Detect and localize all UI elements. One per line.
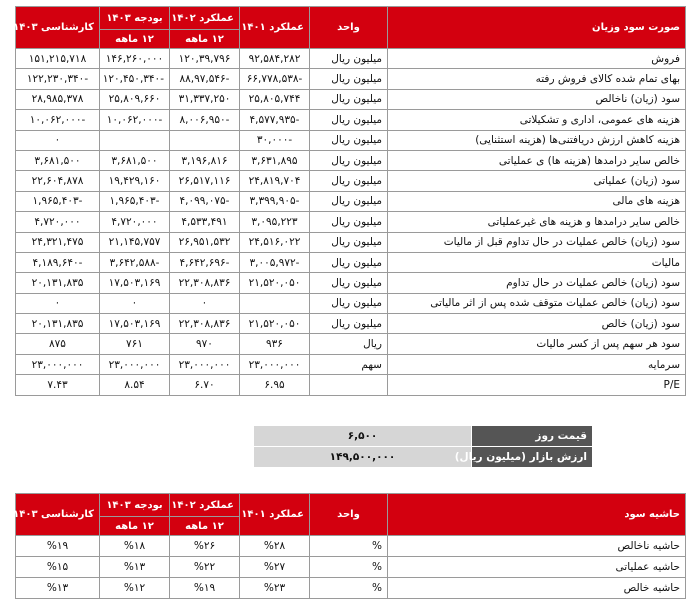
row-unit: ریال (310, 334, 388, 354)
cell-value: ۳۱,۳۳۷,۲۵۰ (170, 89, 240, 109)
cell-value: %۱۸ (100, 536, 170, 557)
row-label: سود (زیان) ناخالص (388, 89, 686, 109)
market-cap-label: ارزش بازار (میلیون ریال) (472, 447, 593, 468)
cell-value: ۶.۷۰ (170, 375, 240, 395)
row-label: حاشیه عملیاتی (388, 557, 686, 578)
cell-value: ۲۰,۱۳۱,۸۳۵ (16, 314, 100, 334)
row-unit: میلیون ریال (310, 150, 388, 170)
table-row (16, 375, 686, 395)
cell-value: ۱۷,۵۰۳,۱۶۹ (100, 273, 170, 293)
cell-value: ۳,۱۹۶,۸۱۶ (170, 150, 240, 170)
row-label: سود (زیان) خالص (388, 314, 686, 334)
row-label: سود (زیان) خالص عملیات در حال تداوم قبل از مالیات (388, 232, 686, 252)
cell-value: ۱۷,۵۰۳,۱۶۹ (100, 314, 170, 334)
cell-value (170, 130, 240, 150)
row-unit: % (310, 578, 388, 599)
table-row (16, 293, 686, 313)
cell-value: -۱۰,۰۶۲,۰۰۰ (16, 110, 100, 130)
table-row (16, 191, 686, 211)
cell-value: ۲۱,۵۲۰,۰۵۰ (240, 273, 310, 293)
header-unit: واحد (310, 7, 388, 49)
header-perf-1402-period: ۱۲ ماهه (170, 30, 240, 49)
margin-header-budget-1403: بودجه ۱۴۰۳ (100, 494, 170, 517)
table-row (16, 536, 686, 557)
table-row (16, 150, 686, 170)
row-unit (310, 375, 388, 395)
margin-header-perf-1402: عملکرد ۱۴۰۲ (170, 494, 240, 517)
margin-header-budget-1403-period: ۱۲ ماهه (100, 517, 170, 536)
header-expert-1403: کارشناسی ۱۴۰۳ (16, 7, 100, 49)
cell-value: -۴,۰۹۹,۰۷۵ (170, 191, 240, 211)
header-budget-1403: بودجه ۱۴۰۳ (100, 7, 170, 30)
profit-margin-table (15, 493, 686, 599)
table-row (16, 578, 686, 599)
row-unit: میلیون ریال (310, 232, 388, 252)
row-unit: سهم (310, 354, 388, 374)
row-unit: % (310, 536, 388, 557)
cell-value: -۱,۹۶۵,۴۰۳ (100, 191, 170, 211)
row-label: سود (زیان) خالص عملیات در حال تداوم (388, 273, 686, 293)
cell-value: ۷.۴۳ (16, 375, 100, 395)
table-row (16, 252, 686, 272)
row-label: خالص سایر درامدها و هزینه های غیرعملیاتی (388, 212, 686, 232)
cell-value (240, 293, 310, 313)
cell-value: ۱۹,۴۲۹,۱۶۰ (100, 171, 170, 191)
cell-value: -۸,۰۰۶,۹۵۰ (170, 110, 240, 130)
row-label: خالص سایر درامدها (هزینه ها) ی عملیاتی (388, 150, 686, 170)
cell-value: %۱۹ (170, 578, 240, 599)
row-label: فروش (388, 49, 686, 69)
cell-value: ۸۷۵ (16, 334, 100, 354)
row-label: سود (زیان) عملیاتی (388, 171, 686, 191)
cell-value: %۱۳ (100, 557, 170, 578)
row-unit: میلیون ریال (310, 273, 388, 293)
market-price-table (253, 425, 593, 468)
cell-value: ۲۲,۳۰۸,۸۳۶ (170, 314, 240, 334)
margin-header-expert-1403: کارشناسی ۱۴۰۳ (16, 494, 100, 536)
cell-value: -۱۲۲,۲۳۰,۳۴۰ (16, 69, 100, 89)
row-unit: % (310, 557, 388, 578)
price-label: قیمت روز (472, 426, 593, 447)
header-budget-1403-period: ۱۲ ماهه (100, 30, 170, 49)
row-unit: میلیون ریال (310, 171, 388, 191)
cell-value: %۲۷ (240, 557, 310, 578)
row-label: سرمایه (388, 354, 686, 374)
row-label: مالیات (388, 252, 686, 272)
cell-value: -۳,۶۴۲,۵۸۸ (100, 252, 170, 272)
row-unit: میلیون ریال (310, 293, 388, 313)
cell-value: -۶۶,۷۷۸,۵۳۸ (240, 69, 310, 89)
income-statement-table (15, 6, 686, 396)
row-label: سود (زیان) خالص عملیات متوقف شده پس از اثر مالیاتی (388, 293, 686, 313)
cell-value: ۹۷۰ (170, 334, 240, 354)
cell-value: ۶.۹۵ (240, 375, 310, 395)
margin-header-item: حاشیه سود (388, 494, 686, 536)
cell-value: -۸۸,۹۷,۵۴۶ (170, 69, 240, 89)
cell-value (100, 130, 170, 150)
row-unit: میلیون ریال (310, 49, 388, 69)
cell-value: -۳۰,۰۰۰ (240, 130, 310, 150)
price-value: ۶,۵۰۰ (254, 426, 472, 447)
cell-value: ۲۱,۱۴۵,۷۵۷ (100, 232, 170, 252)
header-item: صورت سود وزیان (388, 7, 686, 49)
cell-value: %۱۹ (16, 536, 100, 557)
cell-value: ۷۶۱ (100, 334, 170, 354)
row-unit: میلیون ریال (310, 89, 388, 109)
row-unit: میلیون ریال (310, 252, 388, 272)
cell-value: ۳,۰۹۵,۲۲۳ (240, 212, 310, 232)
table-row (16, 232, 686, 252)
row-unit: میلیون ریال (310, 191, 388, 211)
cell-value: ۱۲۰,۳۹,۷۹۶ (170, 49, 240, 69)
row-label: سود هر سهم پس از کسر مالیات (388, 334, 686, 354)
cell-value: ۰ (100, 293, 170, 313)
cell-value: -۳,۳۹۹,۹۰۵ (240, 191, 310, 211)
cell-value: %۱۲ (100, 578, 170, 599)
cell-value: ۰ (16, 130, 100, 150)
cell-value: ۰ (16, 293, 100, 313)
cell-value: ۲۶,۵۱۷,۱۱۶ (170, 171, 240, 191)
row-label: هزینه های عمومی، اداری و تشکیلاتی (388, 110, 686, 130)
row-label: هزینه های مالی (388, 191, 686, 211)
cell-value: -۴,۵۷۷,۹۳۵ (240, 110, 310, 130)
table-row (16, 557, 686, 578)
margin-header-unit: واحد (310, 494, 388, 536)
cell-value: ۹۲,۵۸۴,۲۸۲ (240, 49, 310, 69)
cell-value: ۸.۵۴ (100, 375, 170, 395)
cell-value: ۲۳,۰۰۰,۰۰۰ (100, 354, 170, 374)
table-row (16, 314, 686, 334)
row-label: P/E (388, 375, 686, 395)
cell-value: ۲۳,۰۰۰,۰۰۰ (16, 354, 100, 374)
table-row (16, 69, 686, 89)
cell-value: ۲۱,۵۲۰,۰۵۰ (240, 314, 310, 334)
cell-value: ۴,۷۲۰,۰۰۰ (16, 212, 100, 232)
row-unit: میلیون ریال (310, 314, 388, 334)
cell-value: %۲۶ (170, 536, 240, 557)
cell-value: -۴,۶۴۲,۶۹۶ (170, 252, 240, 272)
cell-value: ۳,۶۸۱,۵۰۰ (16, 150, 100, 170)
cell-value: ۱۵۱,۲۱۵,۷۱۸ (16, 49, 100, 69)
table-row (16, 89, 686, 109)
cell-value: ۲۸,۹۸۵,۳۷۸ (16, 89, 100, 109)
table-row (16, 212, 686, 232)
cell-value: -۴,۱۸۹,۶۴۰ (16, 252, 100, 272)
cell-value: -۱,۹۶۵,۴۰۳ (16, 191, 100, 211)
cell-value: ۲۲,۳۰۸,۸۳۶ (170, 273, 240, 293)
cell-value: ۳,۶۸۱,۵۰۰ (100, 150, 170, 170)
cell-value: ۲۵,۸۰۹,۶۶۰ (100, 89, 170, 109)
row-unit: میلیون ریال (310, 212, 388, 232)
row-label: هزینه کاهش ارزش دریافتنی‌ها (هزینه استثنایی) (388, 130, 686, 150)
cell-value: %۲۳ (240, 578, 310, 599)
row-label: حاشیه ناخالص (388, 536, 686, 557)
row-label: حاشیه خالص (388, 578, 686, 599)
cell-value: ۴,۵۳۳,۴۹۱ (170, 212, 240, 232)
cell-value: ۲۳,۰۰۰,۰۰۰ (170, 354, 240, 374)
cell-value: ۲۴,۳۲۱,۴۷۵ (16, 232, 100, 252)
cell-value: -۳,۰۰۵,۹۷۲ (240, 252, 310, 272)
cell-value: ۲۵,۸۰۵,۷۴۴ (240, 89, 310, 109)
table-row (16, 49, 686, 69)
cell-value: ۰ (170, 293, 240, 313)
cell-value: %۲۸ (240, 536, 310, 557)
cell-value: ۲۶,۹۵۱,۵۳۲ (170, 232, 240, 252)
cell-value: ۲۰,۱۳۱,۸۳۵ (16, 273, 100, 293)
table-row (16, 354, 686, 374)
cell-value: -۱۰,۰۶۲,۰۰۰ (100, 110, 170, 130)
table-row (16, 130, 686, 150)
row-label: بهای تمام شده کالای فروش رفته (388, 69, 686, 89)
table-row (16, 110, 686, 130)
cell-value: ۲۴,۸۱۹,۷۰۴ (240, 171, 310, 191)
row-unit: میلیون ریال (310, 69, 388, 89)
cell-value: ۲۴,۵۱۶,۰۲۲ (240, 232, 310, 252)
table-row (16, 273, 686, 293)
header-perf-1402: عملکرد ۱۴۰۲ (170, 7, 240, 30)
header-perf-1401: عملکرد ۱۴۰۱ (240, 7, 310, 49)
cell-value: ۱۴۶,۲۶۰,۰۰۰ (100, 49, 170, 69)
cell-value: ۲۲,۶۰۴,۸۷۸ (16, 171, 100, 191)
cell-value: ۲۳,۰۰۰,۰۰۰ (240, 354, 310, 374)
row-unit: میلیون ریال (310, 110, 388, 130)
row-unit: میلیون ریال (310, 130, 388, 150)
margin-header-perf-1402-period: ۱۲ ماهه (170, 517, 240, 536)
cell-value: -۱۲۰,۴۵۰,۳۴۰ (100, 69, 170, 89)
cell-value: ۳,۶۳۱,۸۹۵ (240, 150, 310, 170)
cell-value: %۱۵ (16, 557, 100, 578)
cell-value: %۲۲ (170, 557, 240, 578)
margin-header-perf-1401: عملکرد ۱۴۰۱ (240, 494, 310, 536)
market-cap-value: ۱۴۹,۵۰۰,۰۰۰ (254, 447, 472, 468)
cell-value: ۹۳۶ (240, 334, 310, 354)
table-row (16, 334, 686, 354)
cell-value: %۱۳ (16, 578, 100, 599)
cell-value: ۴,۷۲۰,۰۰۰ (100, 212, 170, 232)
table-row (16, 171, 686, 191)
